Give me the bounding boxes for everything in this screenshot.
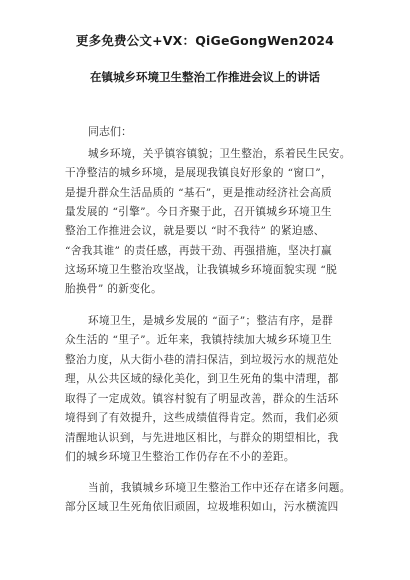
body-line: 整治工作推进会议，就是要以 “时不我待” 的紧迫感、 <box>65 225 325 237</box>
body-line: 众生活的 “里子”。近年来，我镇持续加大城乡环境卫生 <box>65 334 332 346</box>
body-line: 取得了一定成效。镇容村貌有了明显改善，群众的生活环 <box>65 393 339 405</box>
body-line: 胎换骨” 的新变化。 <box>65 283 163 295</box>
body-line: 干净整洁的城乡环境，是展现我镇良好形象的 “窗口”， <box>65 167 332 179</box>
body-line: 清醒地认识到，与先进地区相比，与群众的期望相比，我 <box>65 432 339 444</box>
body-line: 部分区域卫生死角依旧顽固，垃圾堆积如山，污水横流四 <box>65 501 339 513</box>
body-line: 城乡环境，关乎镇容镇貌；卫生整治，系着民生民安。 <box>88 148 351 160</box>
body-line: 境得到了有效提升，这些成绩值得肯定。然而，我们必须 <box>65 412 339 424</box>
document-title: 在镇城乡环境卫生整治工作推进会议上的讲话 <box>90 70 320 84</box>
body-line: 环境卫生，是城乡发展的 “面子”；整洁有序，是群 <box>88 315 334 327</box>
body-line: 当前，我镇城乡环境卫生整治工作中还存在诸多问题。 <box>88 482 351 494</box>
salutation: 同志们： <box>88 125 132 138</box>
body-line: 量发展的 “引擎”。今日齐聚于此，召开镇城乡环境卫生 <box>65 206 332 218</box>
watermark-header: 更多免费公文+VX：QiGeGongWen2024 <box>75 33 335 48</box>
body-line: 理，从公共区域的绿化美化，到卫生死角的集中清理，都 <box>65 373 339 385</box>
body-line: 是提升群众生活品质的 “基石”，更是推动经济社会高质 <box>65 187 332 199</box>
body-line: 整治力度，从大街小巷的清扫保洁，到垃圾污水的规范处 <box>65 354 339 366</box>
body-line: 们的城乡环境卫生整治工作仍存在不小的差距。 <box>65 451 295 463</box>
body-line: 这场环境卫生整治攻坚战，让我镇城乡环境面貌实现 “脱 <box>65 264 338 276</box>
body-line: “舍我其谁” 的责任感，再鼓干劲、再强措施，坚决打赢 <box>65 245 332 257</box>
